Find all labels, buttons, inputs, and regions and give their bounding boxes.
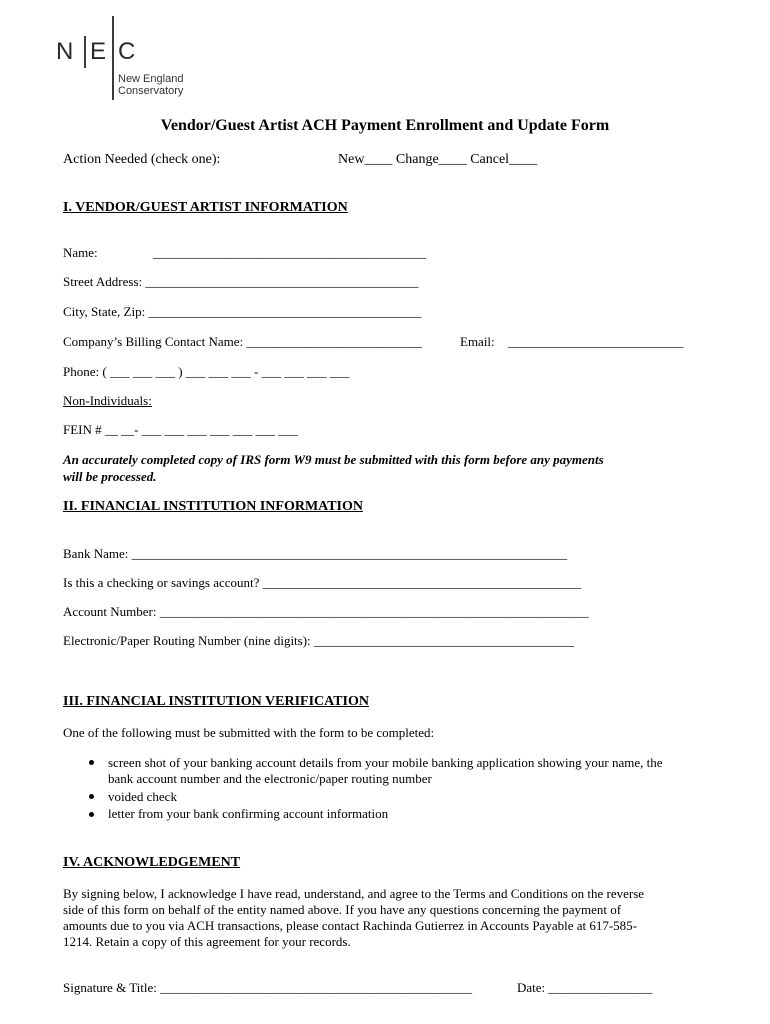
bullet-screenshot-line-1: screen shot of your banking account details from your mobile banking application showing your name, the: [108, 755, 663, 770]
phone-field[interactable]: Phone: ( ___ ___ ___ ) ___ ___ ___ - ___ ___ ___ ___: [63, 364, 350, 379]
section-1-heading: I. VENDOR/GUEST ARTIST INFORMATION: [63, 200, 348, 215]
routing-number-field[interactable]: Electronic/Paper Routing Number (nine digits): ________________________________________: [63, 633, 574, 648]
section-4-heading: IV. ACKNOWLEDGEMENT: [63, 855, 241, 870]
name-label: Name:: [63, 245, 98, 260]
non-individuals-label: Non-Individuals:: [63, 393, 152, 408]
city-state-zip-field[interactable]: City, State, Zip: __________________________________________: [63, 304, 422, 319]
acknowledgement-line-1: By signing below, I acknowledge I have read, understand, and agree to the Terms and Conditions on the reverse: [63, 886, 645, 901]
acknowledgement-line-2: side of this form on behalf of the entity named above. If you have any questions concerning the payment of: [63, 902, 622, 917]
action-options[interactable]: New____ Change____ Cancel____: [338, 152, 538, 167]
email-field[interactable]: ___________________________: [508, 334, 684, 349]
bank-name-field[interactable]: Bank Name: ___________________________________________________________________: [63, 546, 568, 561]
signature-field[interactable]: Signature & Title: ________________________________________________: [63, 980, 473, 995]
acknowledgement-line-3: amounts due to you via ACH transactions, please contact Rachinda Gutierrez in Accounts Payable at 617-585-: [63, 918, 638, 933]
nec-logo: [50, 14, 210, 104]
date-field[interactable]: Date: ________________: [517, 980, 653, 995]
w9-notice-line-2: will be processed.: [63, 469, 157, 484]
form-title: Vendor/Guest Artist ACH Payment Enrollment and Update Form: [160, 117, 610, 134]
account-number-field[interactable]: Account Number: __________________________________________________________________: [63, 604, 589, 619]
name-field[interactable]: __________________________________________: [153, 245, 426, 260]
logo-subtitle-2: Conservatory: [118, 85, 184, 97]
bullet-icon: [89, 760, 94, 765]
logo-subtitle-1: New England: [118, 73, 184, 85]
acknowledgement-line-4: 1214. Retain a copy of this agreement for your records.: [63, 934, 351, 949]
logo-letter-n: N: [56, 38, 74, 65]
logo-divider: [84, 36, 86, 68]
account-type-field[interactable]: Is this a checking or savings account? _________________________________________________: [63, 575, 582, 590]
bullet-voided-check: voided check: [108, 789, 177, 804]
email-label: Email:: [460, 334, 495, 349]
bullet-icon: [89, 812, 94, 817]
bullet-screenshot-line-2: bank account number and the electronic/paper routing number: [108, 771, 432, 786]
action-label: Action Needed (check one):: [63, 152, 221, 167]
logo-letter-e: E: [90, 38, 107, 65]
section-3-heading: III. FINANCIAL INSTITUTION VERIFICATION: [63, 694, 369, 709]
section-2-heading: II. FINANCIAL INSTITUTION INFORMATION: [63, 499, 364, 514]
bullet-bank-letter: letter from your bank confirming account information: [108, 806, 389, 821]
fein-field[interactable]: FEIN # __ __- ___ ___ ___ ___ ___ ___ ___: [63, 422, 298, 437]
verification-intro: One of the following must be submitted with the form to be completed:: [63, 725, 435, 740]
billing-contact-field[interactable]: Company’s Billing Contact Name: ___________________________: [63, 334, 422, 349]
bullet-icon: [89, 794, 94, 799]
logo-letter-c: C: [118, 38, 136, 65]
logo-divider: [112, 16, 114, 100]
w9-notice-line-1: An accurately completed copy of IRS form W9 must be submitted with this form before any payments: [63, 452, 604, 467]
street-address-field[interactable]: Street Address: __________________________________________: [63, 274, 419, 289]
